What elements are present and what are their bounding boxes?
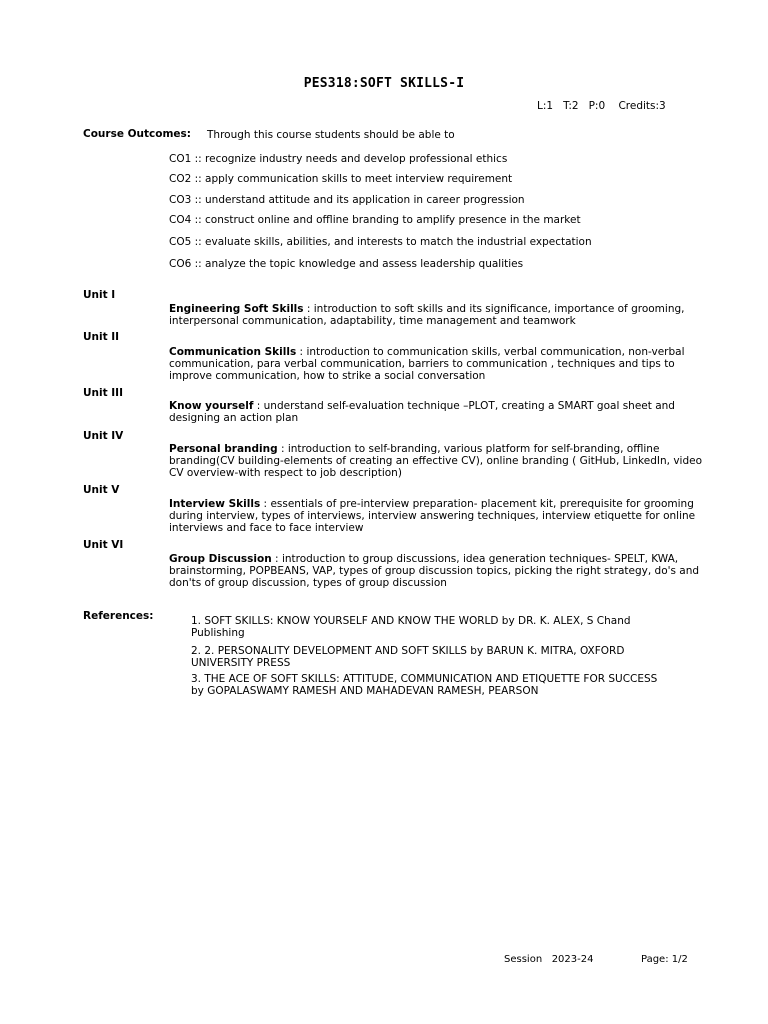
- credits-info: L:1 T:2 P:0 Credits:3: [537, 100, 666, 112]
- unit-heading: Personal branding: [169, 443, 278, 455]
- unit-separator: :: [271, 553, 282, 565]
- unit-content: [169, 400, 709, 424]
- course-outcome-item: CO6 :: analyze the topic knowledge and assess leadership qualities: [169, 258, 524, 270]
- unit-separator: :: [277, 443, 288, 455]
- unit-content: [169, 303, 709, 327]
- unit-text: introduction to communication skills, verbal communication, non-verbal communication, para verbal communication, barriers to communication , techniques and tips to improve communication, how to strike a social conversation: [169, 346, 685, 382]
- unit-label: Unit VI: [83, 539, 124, 551]
- page-number: Page: 1/2: [641, 954, 688, 965]
- unit-content: [169, 498, 709, 534]
- unit-content: [169, 553, 709, 589]
- course-outcomes-label: Course Outcomes:: [83, 128, 191, 140]
- unit-label: Unit IV: [83, 430, 124, 442]
- unit-heading: Engineering Soft Skills: [169, 303, 304, 315]
- course-outcome-item: CO3 :: understand attitude and its application in career progression: [169, 194, 525, 206]
- course-title: PES318:SOFT SKILLS-I: [303, 76, 465, 91]
- reference-item: 3. THE ACE OF SOFT SKILLS: ATTITUDE, COMMUNICATION AND ETIQUETTE FOR SUCCESS by GOPALASWAMY RAMESH AND MAHADEVAN RAMESH, PEARSON: [191, 673, 658, 697]
- unit-separator: :: [260, 498, 271, 510]
- unit-label: Unit II: [83, 331, 120, 343]
- unit-content: [169, 443, 709, 479]
- unit-separator: :: [296, 346, 307, 358]
- unit-text: essentials of pre-interview preparation- placement kit, prerequisite for grooming during interview, types of interviews, interview answering techniques, interview etiquette for online interviews and face to face interview: [169, 498, 696, 534]
- unit-heading: Communication Skills: [169, 346, 297, 358]
- unit-separator: :: [303, 303, 314, 315]
- unit-separator: :: [253, 400, 264, 412]
- reference-item: 2. 2. PERSONALITY DEVELOPMENT AND SOFT SKILLS by BARUN K. MITRA, OXFORD UNIVERSITY PRESS: [191, 645, 625, 669]
- unit-heading: Know yourself: [169, 400, 254, 412]
- unit-heading: Interview Skills: [169, 498, 261, 510]
- references-label: References:: [83, 610, 154, 622]
- unit-text: understand self-evaluation technique –PLOT, creating a SMART goal sheet and designing an action plan: [169, 400, 675, 424]
- reference-item: 1. SOFT SKILLS: KNOW YOURSELF AND KNOW THE WORLD by DR. K. ALEX, S Chand Publishing: [191, 615, 631, 639]
- course-outcome-item: CO5 :: evaluate skills, abilities, and interests to match the industrial expectation: [169, 236, 592, 248]
- unit-label: Unit I: [83, 289, 116, 301]
- course-outcomes-intro: Through this course students should be able to: [207, 129, 455, 141]
- course-outcome-item: CO4 :: construct online and offline branding to amplify presence in the market: [169, 214, 581, 226]
- unit-heading: Group Discussion: [169, 553, 272, 565]
- unit-label: Unit V: [83, 484, 120, 496]
- unit-text: introduction to self-branding, various platform for self-branding, offline branding(CV building-elements of creating an effective CV), online branding ( GitHub, LinkedIn, video CV overview-with respect to job description): [169, 443, 702, 479]
- course-outcome-item: CO2 :: apply communication skills to meet interview requirement: [169, 173, 513, 185]
- unit-text: introduction to group discussions, idea generation techniques- SPELT, KWA, brainstorming, POPBEANS, VAP, types of group discussion topics, picking the right strategy, do's and don'ts of group discussion, types of group discussion: [169, 553, 700, 589]
- unit-text: introduction to soft skills and its significance, importance of grooming, interpersonal communication, adaptability, time management and teamwork: [169, 303, 685, 327]
- session-info: Session 2023-24: [504, 954, 594, 965]
- unit-content: [169, 346, 709, 382]
- course-outcome-item: CO1 :: recognize industry needs and develop professional ethics: [169, 153, 508, 165]
- unit-label: Unit III: [83, 387, 123, 399]
